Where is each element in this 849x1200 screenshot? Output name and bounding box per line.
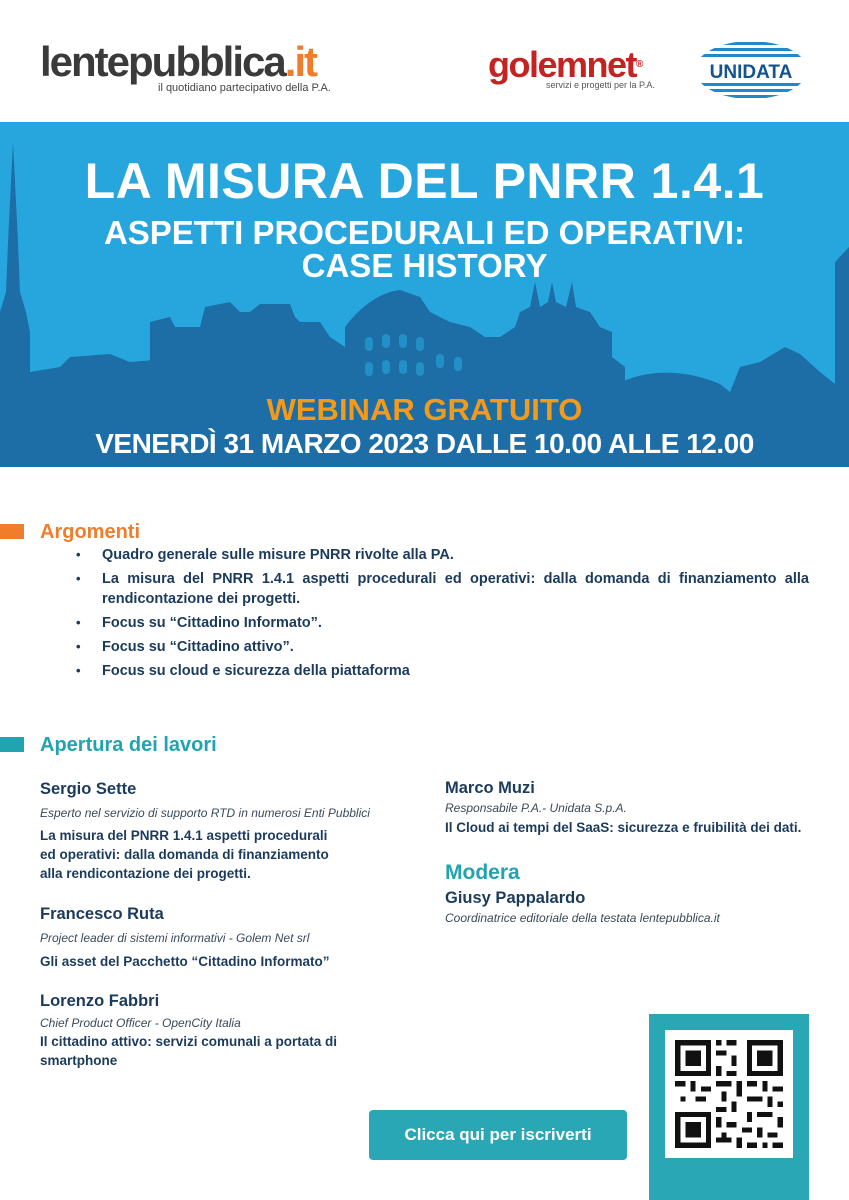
list-item: • Quadro generale sulle misure PNRR rivolte alla PA. [76,545,809,565]
lentepubblica-logo[interactable] [40,40,331,94]
speaker-name: Lorenzo Fabbri [40,992,160,1010]
lentepubblica-tagline: il quotidiano partecipativo della P.A. [158,82,331,94]
speaker-talk: Il Cloud ai tempi del SaaS: sicurezza e fruibilità dei dati. [445,820,802,835]
golemnet-logo-net: net [586,44,637,85]
argomenti-list [76,545,809,685]
lentepubblica-logo-tld: .it [284,38,317,85]
webinar-label: WEBINAR GRATUITO [266,392,583,427]
golemnet-logo[interactable] [488,46,655,90]
speaker-name: Sergio Sette [40,780,137,798]
register-button[interactable]: Clicca qui per iscriverti [369,1110,627,1160]
speaker-role: Chief Product Officer - OpenCity Italia [40,1016,241,1030]
unidata-logo-graphic [694,40,808,100]
qr-code-graphic [665,1030,793,1158]
lentepubblica-logo-main: lentepubblica [40,38,285,85]
moderator-name: Giusy Pappalardo [445,889,586,907]
moderator-role: Coordinatrice editoriale della testata lentepubblica.it [445,911,720,925]
hero-title: LA MISURA DEL PNRR 1.4.1 [84,153,765,209]
apertura-marker [0,737,24,752]
speaker-talk: Il cittadino attivo: servizi comunali a portata di smartphone [40,1034,338,1068]
list-item: • Focus su cloud e sicurezza della piattaforma [76,661,809,681]
speaker-name: Francesco Ruta [40,905,164,923]
qr-code[interactable] [665,1030,793,1158]
list-item: • Focus su “Cittadino attivo”. [76,637,809,657]
unidata-logo[interactable] [694,40,808,100]
argomenti-marker [0,524,24,539]
hero-banner [0,122,849,467]
modera-label: Modera [445,861,520,884]
speaker-role: Esperto nel servizio di supporto RTD in numerosi Enti Pubblici [40,806,370,820]
speaker-role: Responsabile P.A.- Unidata S.p.A. [445,801,627,815]
speaker-role: Project leader di sistemi informativi - Golem Net srl [40,931,310,945]
unidata-logo-text: UNIDATA [709,62,793,83]
speaker-talk: Gli asset del Pacchetto “Cittadino Informato” [40,954,330,969]
speaker-name: Marco Muzi [445,779,535,797]
golemnet-registered-mark: ® [636,59,642,70]
hero-subtitle-line1: ASPETTI PROCEDURALI ED OPERATIVI: [103,214,746,251]
golemnet-logo-main: golem [488,44,587,85]
apertura-title: Apertura dei lavori [40,734,217,756]
argomenti-title: Argomenti [40,521,140,543]
golemnet-tagline: servizi e progetti per la P.A. [546,80,655,90]
event-date: VENERDÌ 31 MARZO 2023 DALLE 10.00 ALLE 12.00 [95,428,754,459]
speaker-talk: La misura del PNRR 1.4.1 aspetti procedurali ed operativi: dalla domanda di finanziamento alla rendicontazione dei progetti. [40,828,329,881]
list-item: • La misura del PNRR 1.4.1 aspetti procedurali ed operativi: dalla domanda di finanziamento alla rendicontazione dei progetti. [76,569,809,609]
list-item: • Focus su “Cittadino Informato”. [76,613,809,633]
hero-subtitle-line2: CASE HISTORY [301,247,548,284]
qr-panel [649,1014,809,1200]
